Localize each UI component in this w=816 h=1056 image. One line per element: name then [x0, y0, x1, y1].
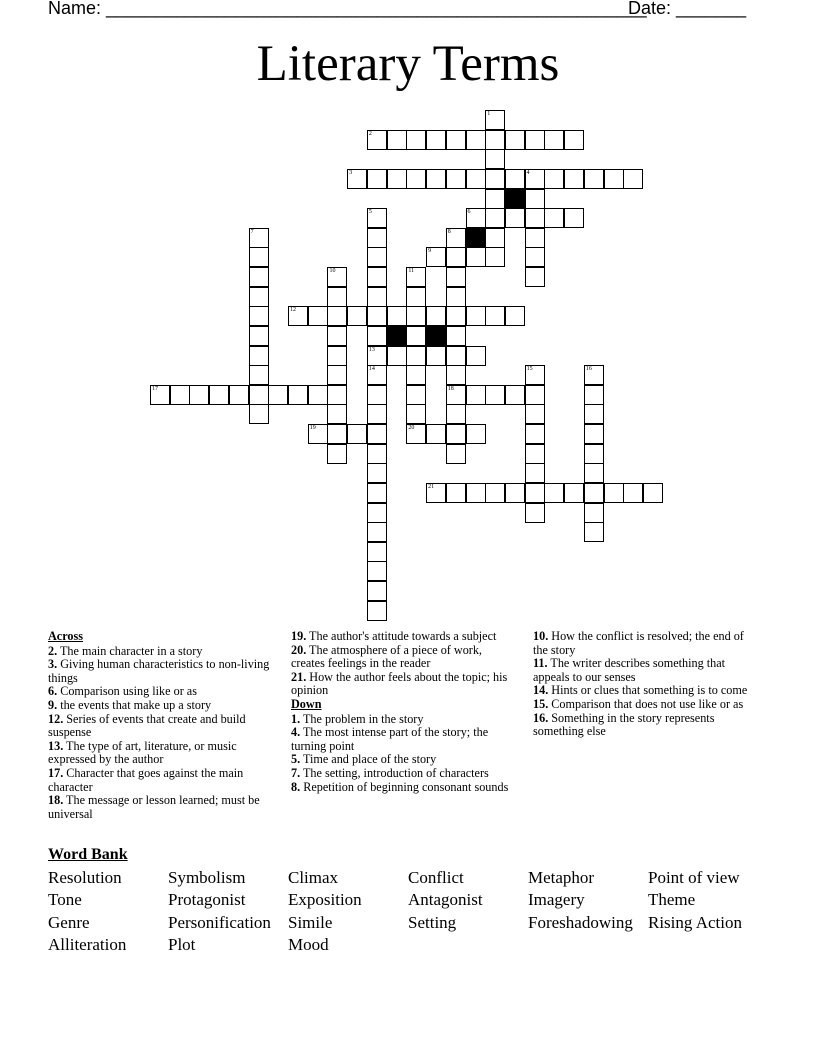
- clue-number-label: 16.: [533, 710, 549, 725]
- clue-number-label: 13.: [48, 738, 64, 753]
- clue-item: [291, 713, 517, 727]
- clue-number-label: 5.: [291, 752, 301, 767]
- word-bank-item: Personification: [168, 913, 271, 932]
- crossword-cell[interactable]: [604, 483, 624, 503]
- clue-number-label: 12.: [48, 711, 64, 726]
- word-bank-item: Mood: [288, 935, 329, 954]
- clue-item: [533, 630, 761, 657]
- clue-number-label: 14.: [533, 683, 549, 698]
- crossword-cell[interactable]: [505, 306, 525, 326]
- crossword-cell[interactable]: [288, 306, 308, 326]
- crossword-cell[interactable]: [584, 404, 604, 424]
- word-bank-item: Setting: [408, 913, 457, 932]
- crossword-cell[interactable]: [525, 169, 545, 189]
- clue-number-label: 18.: [48, 793, 64, 808]
- crossword-cell[interactable]: [229, 385, 249, 405]
- crossword-cell[interactable]: [446, 483, 466, 503]
- clue-text: The message or lesson learned; must be universal: [48, 793, 260, 821]
- crossword-cell[interactable]: [623, 483, 643, 503]
- crossword-cell[interactable]: [525, 130, 545, 150]
- crossword-cell[interactable]: [446, 228, 466, 248]
- crossword-cell[interactable]: [426, 424, 446, 444]
- crossword-cell[interactable]: [327, 424, 347, 444]
- crossword-cell[interactable]: [446, 247, 466, 267]
- crossword-cell[interactable]: [446, 287, 466, 307]
- crossword-cell[interactable]: [446, 444, 466, 464]
- clue-number-label: 19.: [291, 629, 307, 643]
- crossword-cell[interactable]: [367, 130, 387, 150]
- crossword-cell[interactable]: [466, 424, 486, 444]
- crossword-cell[interactable]: [485, 483, 505, 503]
- clue-item: [48, 794, 276, 821]
- crossword-cell[interactable]: [347, 306, 367, 326]
- crossword-cell[interactable]: [426, 130, 446, 150]
- clues-column-3: [533, 630, 761, 739]
- word-bank-item: Protagonist: [168, 890, 246, 909]
- crossword-cell[interactable]: [446, 365, 466, 385]
- clue-number: 5: [368, 209, 372, 216]
- clue-number-label: 7.: [291, 765, 301, 780]
- crossword-cell[interactable]: [525, 365, 545, 385]
- crossword-cell[interactable]: [584, 483, 604, 503]
- crossword-cell[interactable]: [249, 326, 269, 346]
- crossword-cell[interactable]: [367, 326, 387, 346]
- clue-number: 9: [428, 248, 432, 255]
- clue-number: 2: [368, 130, 372, 137]
- crossword-cell[interactable]: [485, 247, 505, 267]
- crossword-cell[interactable]: [525, 503, 545, 523]
- crossword-cell[interactable]: [367, 444, 387, 464]
- clue-number-label: 9.: [48, 697, 58, 712]
- clue-text: Comparison using like or as: [57, 684, 197, 699]
- crossword-cell[interactable]: [327, 326, 347, 346]
- crossword-cell[interactable]: [505, 208, 525, 228]
- crossword-cell[interactable]: [446, 169, 466, 189]
- blocked-cell: [426, 326, 446, 346]
- clue-number: 1: [487, 111, 491, 117]
- clue-number-label: 1.: [291, 711, 301, 726]
- clue-item: [533, 657, 761, 684]
- crossword-cell[interactable]: [466, 247, 486, 267]
- name-field-label: Name: ______________________________________________________: [48, 0, 647, 18]
- clue-item: [291, 781, 517, 795]
- crossword-cell[interactable]: [249, 247, 269, 267]
- crossword-cell[interactable]: [564, 130, 584, 150]
- crossword-cell[interactable]: [308, 306, 328, 326]
- crossword-cell[interactable]: [466, 306, 486, 326]
- clue-text: The type of art, literature, or music expressed by the author: [48, 738, 237, 767]
- crossword-cell[interactable]: [426, 169, 446, 189]
- clue-item: [291, 630, 517, 644]
- word-bank-item: Climax: [288, 868, 339, 887]
- crossword-cell[interactable]: [367, 463, 387, 483]
- crossword-cell[interactable]: [367, 561, 387, 581]
- crossword-cell[interactable]: [387, 306, 407, 326]
- crossword-cell[interactable]: [268, 385, 288, 405]
- clue-number-label: 3.: [48, 657, 58, 672]
- crossword-cell[interactable]: [446, 267, 466, 287]
- crossword-cell[interactable]: [466, 169, 486, 189]
- clue-number: 4: [526, 169, 530, 176]
- clue-item: [291, 671, 517, 698]
- clue-number: 6: [467, 209, 471, 216]
- crossword-cell[interactable]: [485, 110, 505, 130]
- word-bank-item: Foreshadowing: [528, 913, 633, 932]
- crossword-cell[interactable]: [525, 483, 545, 503]
- crossword-cell[interactable]: [505, 130, 525, 150]
- clue-number: 19: [309, 425, 316, 432]
- crossword-cell[interactable]: [643, 483, 663, 503]
- clue-text: Comparison that does not use like or as: [548, 696, 744, 711]
- page-title: Literary Terms: [256, 36, 560, 92]
- clue-item: [291, 644, 517, 671]
- crossword-cell[interactable]: [466, 385, 486, 405]
- crossword-cell[interactable]: [564, 208, 584, 228]
- crossword-cell[interactable]: [367, 306, 387, 326]
- clue-text: the events that make up a story: [57, 697, 212, 712]
- crossword-cell[interactable]: [505, 483, 525, 503]
- crossword-cell[interactable]: [249, 287, 269, 307]
- crossword-cell[interactable]: [249, 404, 269, 424]
- crossword-cell[interactable]: [189, 385, 209, 405]
- crossword-cell[interactable]: [387, 130, 407, 150]
- clue-number-label: 20.: [291, 642, 307, 657]
- crossword-cell[interactable]: [249, 346, 269, 366]
- crossword-cell[interactable]: [327, 365, 347, 385]
- crossword-cell[interactable]: [347, 169, 367, 189]
- crossword-cell[interactable]: [367, 581, 387, 601]
- clue-text: Time and place of the story: [300, 752, 437, 767]
- clues-column-1: [48, 630, 276, 821]
- clue-text: Series of events that create and build suspense: [48, 711, 246, 740]
- crossword-cell[interactable]: [327, 346, 347, 366]
- word-bank-item: Metaphor: [528, 868, 595, 887]
- clue-item: [48, 645, 276, 659]
- crossword-cell[interactable]: [544, 208, 564, 228]
- crossword-cell[interactable]: [446, 326, 466, 346]
- crossword-cell[interactable]: [367, 503, 387, 523]
- clue-item: [533, 684, 761, 698]
- crossword-cell[interactable]: [249, 267, 269, 287]
- clue-text: Character that goes against the main character: [48, 765, 244, 794]
- crossword-cell[interactable]: [308, 385, 328, 405]
- clue-item: [48, 713, 276, 740]
- crossword-cell[interactable]: [406, 365, 426, 385]
- word-bank-item: Simile: [288, 913, 333, 932]
- crossword-cell[interactable]: [564, 169, 584, 189]
- crossword-cell[interactable]: [525, 228, 545, 248]
- word-bank-item: Imagery: [528, 890, 585, 909]
- date-field-label: Date: _______: [628, 0, 747, 18]
- word-bank-item: Exposition: [288, 890, 362, 909]
- crossword-cell[interactable]: [466, 346, 486, 366]
- crossword-cell[interactable]: [367, 365, 387, 385]
- crossword-cell[interactable]: [406, 267, 426, 287]
- clue-number-label: 8.: [291, 779, 301, 794]
- crossword-cell[interactable]: [249, 385, 269, 405]
- crossword-cell[interactable]: [584, 169, 604, 189]
- crossword-cell[interactable]: [446, 424, 466, 444]
- crossword-cell[interactable]: [249, 228, 269, 248]
- word-bank-item: Point of view: [648, 868, 740, 887]
- crossword-cell[interactable]: [584, 522, 604, 542]
- clue-number: 21: [428, 483, 435, 490]
- clue-text: The writer describes something that appeals to our senses: [533, 656, 726, 684]
- crossword-cell[interactable]: [406, 404, 426, 424]
- crossword-cell[interactable]: [387, 169, 407, 189]
- crossword-cell[interactable]: [406, 326, 426, 346]
- crossword-cell[interactable]: [505, 385, 525, 405]
- crossword-cell[interactable]: [466, 130, 486, 150]
- crossword-cell[interactable]: [446, 404, 466, 424]
- clue-number: 16: [585, 366, 592, 373]
- clue-number: 13: [368, 346, 375, 353]
- clue-number: 18: [447, 385, 454, 392]
- crossword-cell[interactable]: [446, 306, 466, 326]
- crossword-cell[interactable]: [485, 130, 505, 150]
- crossword-cell[interactable]: [249, 365, 269, 385]
- crossword-cell[interactable]: [367, 404, 387, 424]
- crossword-cell[interactable]: [327, 385, 347, 405]
- crossword-cell[interactable]: [367, 522, 387, 542]
- clue-item: [533, 698, 761, 712]
- clue-text: How the conflict is resolved; the end of the story: [533, 629, 744, 657]
- crossword-cell[interactable]: [406, 169, 426, 189]
- crossword-cell[interactable]: [584, 365, 604, 385]
- clue-number-label: 2.: [48, 643, 58, 658]
- crossword-cell[interactable]: [544, 130, 564, 150]
- clue-item: [48, 699, 276, 713]
- crossword-cell[interactable]: [406, 424, 426, 444]
- clue-number: 8: [447, 228, 451, 235]
- crossword-cell[interactable]: [367, 228, 387, 248]
- clue-number-label: 4.: [291, 725, 301, 740]
- crossword-cell[interactable]: [525, 189, 545, 209]
- clue-item: [291, 726, 517, 753]
- crossword-cell[interactable]: [406, 385, 426, 405]
- crossword-cell[interactable]: [485, 208, 505, 228]
- crossword-cell[interactable]: [327, 267, 347, 287]
- clue-number-label: 10.: [533, 629, 549, 643]
- word-bank-item: Plot: [168, 935, 196, 954]
- crossword-cell[interactable]: [525, 444, 545, 464]
- crossword-cell[interactable]: [466, 483, 486, 503]
- clue-text: The most intense part of the story; the turning point: [291, 725, 489, 753]
- crossword-cell[interactable]: [367, 247, 387, 267]
- crossword-cell[interactable]: [327, 404, 347, 424]
- blocked-cell: [505, 189, 525, 209]
- clue-number: 14: [368, 366, 375, 373]
- clue-section-heading: Across: [48, 629, 83, 643]
- clue-text: How the author feels about the topic; his opinion: [291, 669, 508, 698]
- crossword-cell[interactable]: [544, 169, 564, 189]
- crossword-cell[interactable]: [170, 385, 190, 405]
- crossword-cell[interactable]: [367, 483, 387, 503]
- clue-text: The setting, introduction of characters: [300, 765, 489, 780]
- crossword-cell[interactable]: [367, 287, 387, 307]
- crossword-cell[interactable]: [327, 287, 347, 307]
- clue-number: 7: [250, 228, 254, 235]
- crossword-cell[interactable]: [406, 306, 426, 326]
- crossword-cell[interactable]: [525, 208, 545, 228]
- crossword-cell[interactable]: [308, 424, 328, 444]
- clue-text: Repetition of beginning consonant sounds: [300, 779, 509, 794]
- crossword-cell[interactable]: [367, 346, 387, 366]
- clue-text: The problem in the story: [300, 711, 424, 726]
- crossword-cell[interactable]: [367, 542, 387, 562]
- crossword-cell[interactable]: [367, 601, 387, 621]
- crossword-cell[interactable]: [150, 385, 170, 405]
- crossword-cell[interactable]: [426, 306, 446, 326]
- clues-column-2: [291, 630, 517, 794]
- crossword-cell[interactable]: [367, 424, 387, 444]
- word-bank-item: Conflict: [408, 868, 464, 887]
- crossword-cell[interactable]: [209, 385, 229, 405]
- word-bank-item: Rising Action: [648, 913, 742, 932]
- crossword-cell[interactable]: [406, 287, 426, 307]
- crossword-cell[interactable]: [505, 169, 525, 189]
- crossword-cell[interactable]: [525, 267, 545, 287]
- clue-item: [48, 685, 276, 699]
- crossword-cell[interactable]: [525, 424, 545, 444]
- crossword-cell[interactable]: [584, 463, 604, 483]
- crossword-cell[interactable]: [564, 483, 584, 503]
- clue-text: The atmosphere of a piece of work, creates feelings in the reader: [291, 642, 482, 671]
- crossword-cell[interactable]: [327, 306, 347, 326]
- crossword-cell[interactable]: [387, 346, 407, 366]
- crossword-cell[interactable]: [406, 130, 426, 150]
- crossword-cell[interactable]: [604, 169, 624, 189]
- crossword-cell[interactable]: [525, 247, 545, 267]
- word-bank-item: Genre: [48, 913, 90, 932]
- crossword-cell[interactable]: [347, 424, 367, 444]
- word-bank-item: Antagonist: [408, 890, 483, 909]
- clue-text: Hints or clues that something is to come: [548, 683, 748, 698]
- crossword-cell[interactable]: [426, 483, 446, 503]
- crossword-cell[interactable]: [544, 483, 564, 503]
- clue-item: [48, 767, 276, 794]
- clue-number: 15: [526, 366, 533, 373]
- crossword-cell[interactable]: [446, 385, 466, 405]
- clue-number: 20: [408, 425, 415, 432]
- clue-number: 11: [408, 268, 415, 275]
- clue-number: 17: [152, 385, 158, 392]
- clue-text: Giving human characteristics to non-living things: [48, 657, 270, 685]
- crossword-cell[interactable]: [584, 503, 604, 523]
- word-bank-item: Theme: [648, 890, 696, 909]
- crossword-cell[interactable]: [249, 306, 269, 326]
- crossword-cell[interactable]: [446, 130, 466, 150]
- crossword-cell[interactable]: [584, 444, 604, 464]
- crossword-cell[interactable]: [367, 208, 387, 228]
- blocked-cell: [466, 228, 486, 248]
- clue-section-heading: Down: [291, 696, 322, 711]
- crossword-cell[interactable]: [485, 228, 505, 248]
- crossword-cell[interactable]: [525, 385, 545, 405]
- clue-item: [533, 712, 761, 739]
- clue-number: 3: [349, 169, 353, 176]
- clue-number-label: 21.: [291, 669, 307, 684]
- clue-item: [48, 658, 276, 685]
- crossword-cell[interactable]: [584, 385, 604, 405]
- clue-text: The author's attitude towards a subject: [306, 629, 497, 643]
- crossword-cell[interactable]: [426, 247, 446, 267]
- crossword-cell[interactable]: [406, 346, 426, 366]
- word-bank-item: Alliteration: [48, 935, 127, 954]
- crossword-cell[interactable]: [485, 385, 505, 405]
- clue-number-label: 15.: [533, 696, 549, 711]
- clue-item: [291, 753, 517, 767]
- crossword-cell[interactable]: [485, 306, 505, 326]
- crossword-cell[interactable]: [485, 189, 505, 209]
- crossword-cell[interactable]: [446, 346, 466, 366]
- clue-number-label: 11.: [533, 656, 548, 671]
- crossword-cell[interactable]: [485, 149, 505, 169]
- clue-item: [291, 767, 517, 781]
- crossword-cell[interactable]: [525, 404, 545, 424]
- crossword-cell[interactable]: [623, 169, 643, 189]
- crossword-cell[interactable]: [426, 346, 446, 366]
- word-bank-item: Tone: [48, 890, 82, 909]
- clue-text: Something in the story represents something else: [533, 710, 715, 739]
- crossword-cell[interactable]: [288, 385, 308, 405]
- crossword-cell[interactable]: [584, 424, 604, 444]
- clue-item: [48, 740, 276, 767]
- crossword-cell[interactable]: [327, 444, 347, 464]
- clue-number: 12: [290, 307, 297, 314]
- crossword-cell[interactable]: [466, 208, 486, 228]
- clue-text: The main character in a story: [57, 643, 203, 658]
- word-bank-item: Symbolism: [168, 868, 246, 887]
- clue-number: 10: [329, 268, 336, 275]
- crossword-cell[interactable]: [367, 267, 387, 287]
- word-bank-item: Resolution: [48, 868, 122, 887]
- blocked-cell: [387, 326, 407, 346]
- crossword-cell[interactable]: [367, 385, 387, 405]
- crossword-cell[interactable]: [485, 169, 505, 189]
- word-bank-title: Word Bank: [48, 846, 128, 863]
- clue-number-label: 17.: [48, 765, 64, 780]
- clue-number-label: 6.: [48, 684, 58, 699]
- crossword-cell[interactable]: [367, 169, 387, 189]
- crossword-cell[interactable]: [525, 463, 545, 483]
